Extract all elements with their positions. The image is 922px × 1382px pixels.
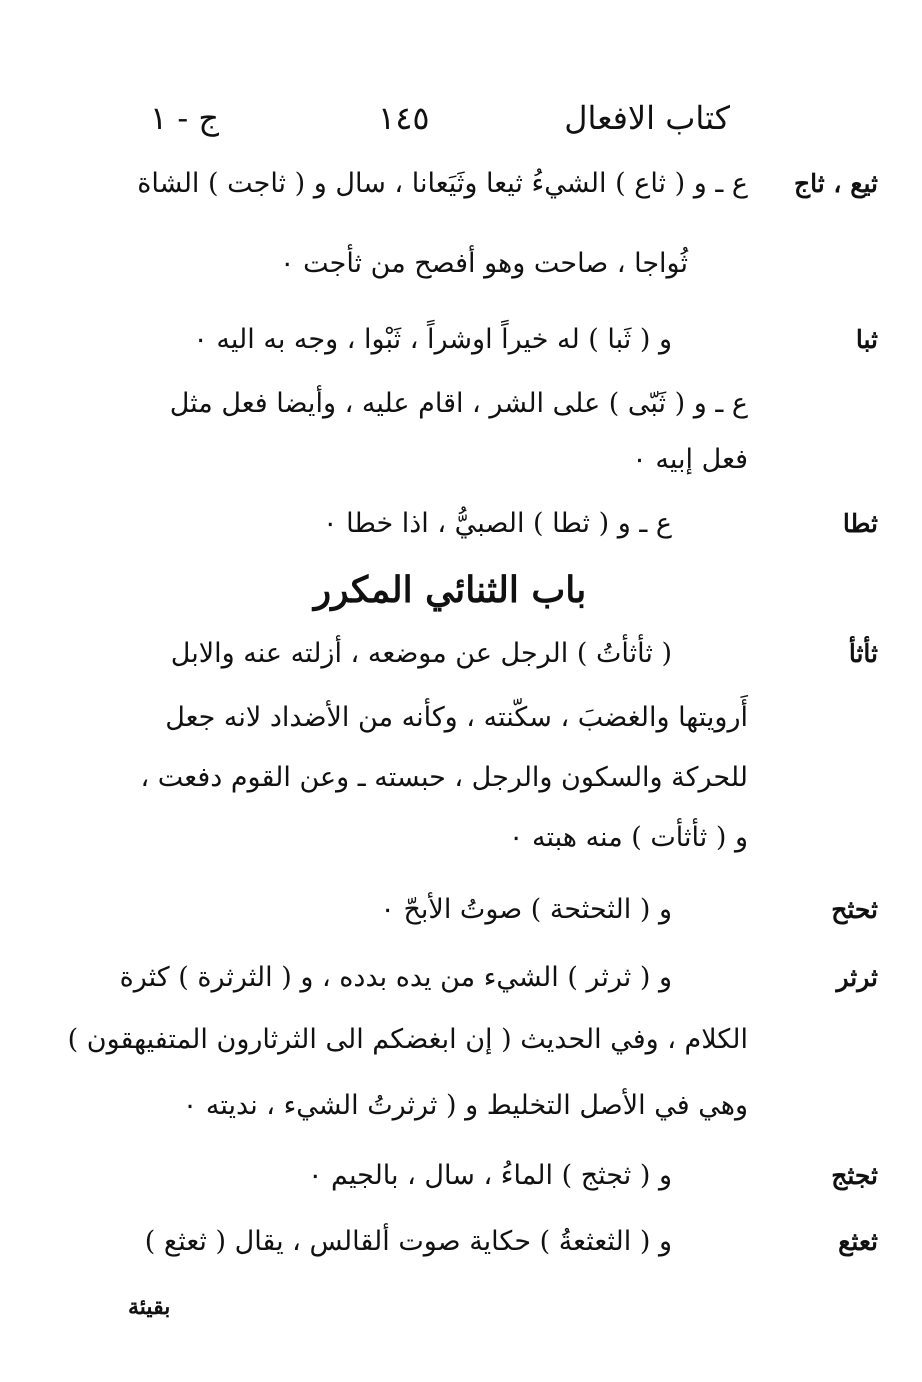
headword: ثرثر [836, 963, 878, 992]
volume-label: ج - ١ [150, 99, 219, 137]
entry-line: ( ثأثأتُ ) الرجل عن موضعه ، أزلته عنه والابل [170, 638, 672, 669]
entry-line: و ( ثَبا ) له خيراً اوشراً ، ثَبْوا ، وجه به اليه ٠ [193, 324, 672, 355]
book-title: كتاب الافعال [564, 99, 730, 137]
entry-line: و ( ثجثج ) الماءُ ، سال ، بالجيم ٠ [307, 1160, 672, 1191]
catchword: بقيئة [128, 1294, 171, 1320]
entry-line: و ( ثرثر ) الشيء من يده بدده ، و ( الثرثرة ) كثرة [119, 962, 672, 993]
headword: ثأثأ [848, 639, 878, 668]
entry-line: و ( الثحثحة ) صوتُ الأبحّ ٠ [380, 894, 672, 925]
section-title: باب الثنائي المكرر [313, 569, 587, 611]
entry-line: ع ـ و ( ثاع ) الشيءُ ثيعا وثَيَعانا ، سال و ( ثاجت ) الشاة [137, 168, 748, 199]
entry-line: و ( ثأثأت ) منه هبته ٠ [508, 822, 748, 853]
entry-line: أَرويتها والغضبَ ، سكّنته ، وكأنه من الأضداد لانه جعل [165, 702, 748, 733]
headword: ثيع ، ثاج [794, 169, 878, 198]
entry-line: فعل إبيه ٠ [632, 444, 748, 475]
entry-line: و ( الثعثعةُ ) حكاية صوت ألقالس ، يقال ( ثعثع ) [144, 1226, 672, 1257]
headword: ثجثج [831, 1161, 878, 1190]
entry-line: ثُواجا ، صاحت وهو أفصح من ثأجت ٠ [280, 248, 688, 279]
entry-line: الكلام ، وفي الحديث ( إن ابغضكم الى الثرثارون المتفيهقون ) [67, 1024, 748, 1055]
page-number: ١٤٥ [378, 99, 430, 137]
headword: ثحثح [831, 895, 878, 924]
entry-line: ع ـ و ( ثَبّى ) على الشر ، اقام عليه ، وأيضا فعل مثل [169, 388, 748, 419]
entry-line: ع ـ و ( ثطا ) الصبيُّ ، اذا خطا ٠ [323, 508, 672, 539]
headword: ثعثع [838, 1227, 878, 1256]
entry-line: للحركة والسكون والرجل ، حبسته ـ وعن القوم دفعت ، [140, 762, 748, 793]
headword: ثطا [842, 509, 878, 538]
running-header [120, 96, 730, 152]
entry-line: وهي في الأصل التخليط و ( ثرثرتُ الشيء ، نديته ٠ [182, 1090, 748, 1121]
headword: ثبا [855, 325, 878, 354]
